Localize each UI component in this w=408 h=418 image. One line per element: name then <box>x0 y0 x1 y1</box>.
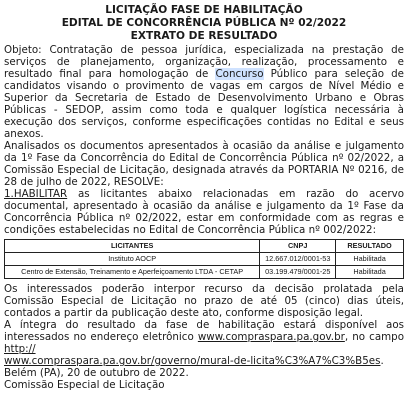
header-extract: EXTRATO DE RESULTADO <box>130 30 278 42</box>
link-mural-a[interactable]: http:// <box>4 343 36 355</box>
cell-resultado: Habilitada <box>336 266 404 279</box>
place-date: Belém (PA), 20 de outubro de 2022. <box>4 367 189 379</box>
cell-cnpj: 03.199.479/0001-25 <box>260 266 336 279</box>
col-licitantes: LICITANTES <box>5 240 260 253</box>
cell-licitante: Instituto AOCP <box>5 253 260 266</box>
paragraph-objeto: Objeto: Contratação de pessoa jurídica, especializada na prestação de serviços de planejamento, organização, realização, processamento e resultado final para homologação de Concurso Público para seleção de candidatos visando o provimento de vagas em cargos de Nível Médio e Superior da Secretaria de Estado de Desenvolvimento Urbano e Obras Públicas - SEDOP, assim como toda e qualquer logística necessária à execução dos serviços, conforme especificações contidas no Edital e seus anexos. <box>4 44 404 140</box>
search-highlight: Concurso <box>215 68 264 80</box>
signature: Comissão Especial de Licitação <box>4 379 165 391</box>
header-title: LICITAÇÃO FASE DE HABILITAÇÃO <box>105 4 303 16</box>
cell-resultado: Habilitada <box>336 253 404 266</box>
paragraph-integra: A íntegra do resultado da fase de habilitação estará disponível aos interessados no endereço eletrônico www.compraspara.pa.gov.br, no campo http:// www.compraspara.pa.gov.br/governo/mural-de-licita%C3%A7%C3%B5es. <box>4 319 404 367</box>
col-resultado: RESULTADO <box>336 240 404 253</box>
cell-cnpj: 12.667.012/0001-53 <box>260 253 336 266</box>
cell-licitante: Centro de Extensão, Treinamento e Aperfeiçoamento LTDA - CETAP <box>5 266 260 279</box>
header-edital: EDITAL DE CONCORRÊNCIA PÚBLICA Nº 02/2022 <box>61 17 347 29</box>
table-row <box>5 253 404 266</box>
paragraph-recurso: Os interessados poderão interpor recurso da decisão prolatada pela Comissão Especial de Licitação no prazo de até 05 (cinco) dias úteis, contados a partir da publicação deste ato, conforme disposição legal. <box>4 283 404 319</box>
document-body <box>4 44 404 391</box>
paragraph-analise: Analisados os documentos apresentados à ocasião da análise e julgamento da 1º Fase da Concorrência do Edital de Concorrência Pública nº 02/2022, a Comissão Especial de Licitação, designada através da PORTARIA Nº 0216, de 28 de julho de 2022, RESOLVE: <box>4 140 404 188</box>
results-table <box>4 239 404 279</box>
header <box>4 4 404 43</box>
link-mural-b[interactable]: www.compraspara.pa.gov.br/governo/mural-de-licita%C3%A7%C3%B5es <box>4 355 381 367</box>
table-row <box>5 266 404 279</box>
table-header-row <box>5 240 404 253</box>
link-compraspara[interactable]: www.compraspara.pa.gov.br <box>197 331 345 343</box>
col-cnpj: CNPJ <box>260 240 336 253</box>
paragraph-habilitar: 1.HABILITAR as licitantes abaixo relacionadas em razão do acervo documental, apresentado à ocasião da análise e julgamento da 1º Fase da Concorrência Pública nº 02/2022, estar em conformidade com as regras e condições estabelecidas no Edital de Concorrência Pública nº 002/2022: <box>4 188 404 236</box>
